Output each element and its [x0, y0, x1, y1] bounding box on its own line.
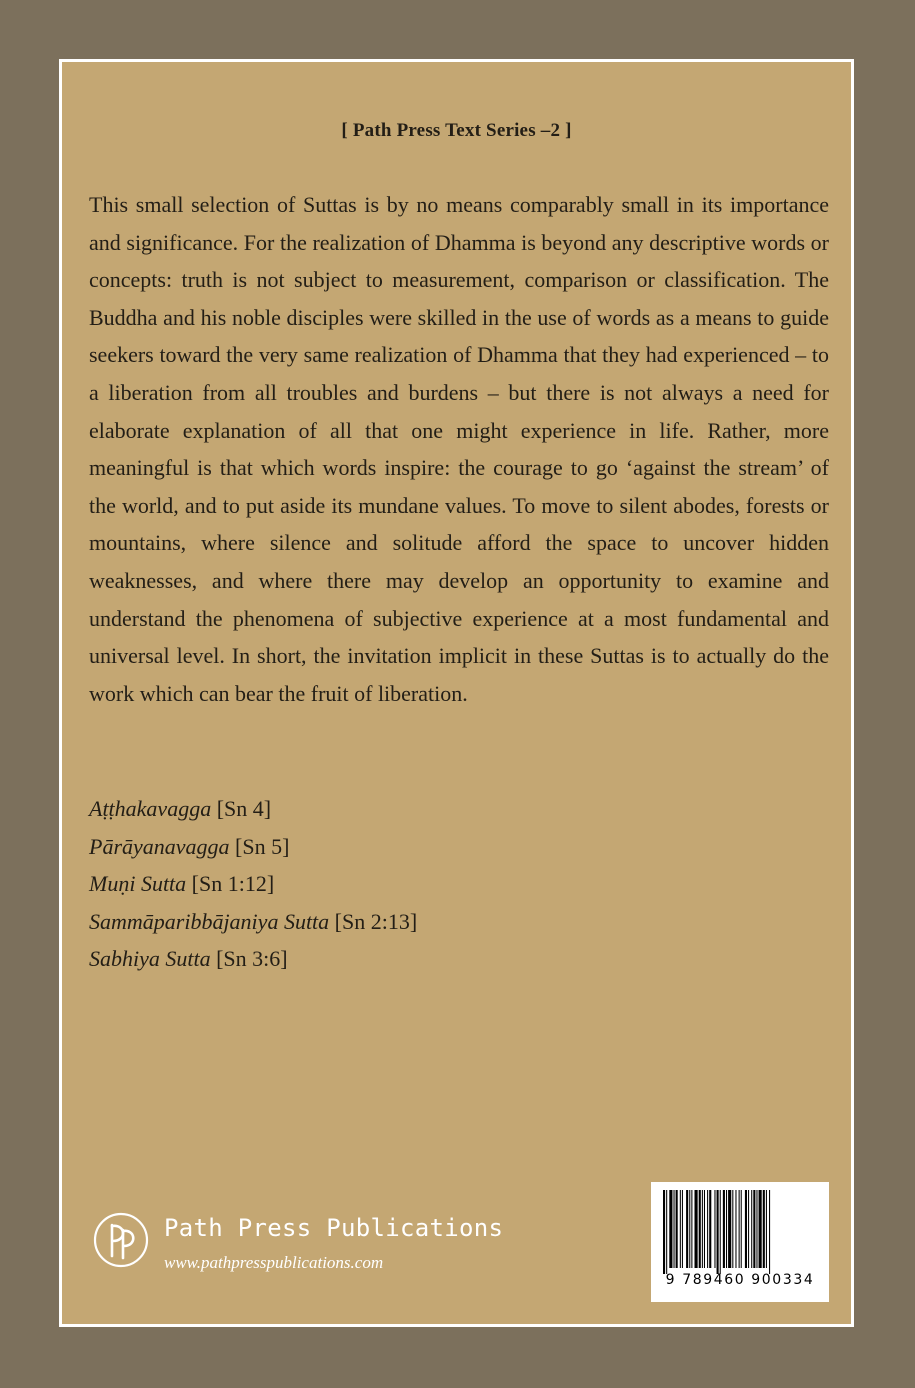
- barcode-bar: [702, 1190, 703, 1268]
- barcode-bar: [682, 1190, 683, 1268]
- back-cover-panel: [59, 59, 854, 1327]
- contents-list: [89, 790, 417, 978]
- barcode-bar: [751, 1190, 752, 1268]
- barcode-bar: [728, 1190, 731, 1268]
- contents-item-title: Muṇi Sutta: [89, 871, 187, 896]
- barcode-bar: [676, 1190, 678, 1268]
- barcode-bar: [680, 1190, 681, 1268]
- isbn-barcode: [651, 1182, 829, 1302]
- barcode-bar: [748, 1190, 749, 1268]
- contents-item-title: Aṭṭhakavagga: [89, 796, 212, 821]
- barcode-bar: [763, 1190, 765, 1268]
- contents-item: [89, 865, 417, 903]
- barcode-bar: [735, 1190, 736, 1268]
- barcode-bar: [689, 1190, 690, 1268]
- publisher-url: www.pathpresspublications.com: [164, 1253, 384, 1272]
- contents-item-title: Sammāparibbājaniya Sutta: [89, 908, 330, 934]
- barcode-bar: [695, 1190, 698, 1268]
- barcode-bars: [651, 1182, 829, 1274]
- contents-item-ref: [Sn 2:13]: [334, 908, 418, 934]
- barcode-bar: [759, 1190, 762, 1268]
- barcode-bar: [704, 1190, 705, 1268]
- barcode-bar: [756, 1190, 757, 1268]
- contents-item: [89, 940, 417, 978]
- barcode-bar: [769, 1190, 770, 1274]
- barcode-bar: [663, 1190, 665, 1274]
- barcode-bar: [707, 1190, 708, 1268]
- barcode-bar: [691, 1190, 692, 1268]
- barcode-bar: [714, 1190, 715, 1268]
- barcode-bar: [741, 1190, 742, 1268]
- contents-item: [89, 903, 417, 941]
- barcode-bar: [739, 1190, 740, 1268]
- series-title: [ Path Press Text Series –2 ]: [341, 120, 572, 141]
- barcode-bar: [666, 1190, 667, 1274]
- contents-item-title: Sabhiya Sutta: [89, 946, 211, 971]
- contents-item-ref: [Sn 1:12]: [191, 871, 275, 896]
- contents-item-ref: [Sn 3:6]: [216, 946, 288, 971]
- barcode-bar: [753, 1190, 755, 1268]
- barcode-bar: [717, 1190, 719, 1274]
- contents-item-ref: [Sn 4]: [216, 796, 272, 821]
- blurb-paragraph: This small selection of Suttas is by no means comparably small in its importance and significance. For the realization of Dhamma is beyond any descriptive words or concepts: truth is not subject to measurement, comparison or classification. The Buddha and his noble disciples were skilled in the use of words as a means to guide seekers toward the very same realization of Dhamma that they had experienced – to a liberation from all troubles and burdens – but there is not always a need for elaborate explanation of all that one might experience in life. Rather, more meaningful is that which words inspire: the courage to go ‘against the stream’ of the world, and to put aside its mundane values. To move to silent abodes, forests or mountains, where silence and solitude afford the space to uncover hidden weaknesses, and where there may develop an opportunity to examine and understand the phenomena of subjective experience at a most fundamental and universal level. In short, the invitation implicit in these Suttas is to actually do the work which can bear the fruit of liberation.: [89, 192, 829, 706]
- barcode-bar: [732, 1190, 733, 1268]
- barcode-bar: [699, 1190, 701, 1268]
- path-press-monogram-icon: [92, 1211, 150, 1269]
- barcode-bar: [745, 1190, 747, 1268]
- barcode-bar: [709, 1190, 711, 1268]
- barcode-digits: 9 789460 900334: [665, 1272, 815, 1288]
- barcode-bar: [766, 1190, 767, 1268]
- barcode-bar: [726, 1190, 727, 1268]
- publisher-block: [92, 1208, 552, 1288]
- barcode-bar: [720, 1190, 721, 1274]
- barcode-bar: [686, 1190, 688, 1268]
- contents-item-ref: [Sn 5]: [235, 833, 290, 859]
- barcode-bar: [669, 1190, 672, 1268]
- contents-item: [89, 790, 417, 828]
- contents-item: [89, 828, 417, 866]
- contents-item-title: Pārāyanavagga: [89, 833, 230, 859]
- barcode-bar: [674, 1190, 675, 1268]
- barcode-bar: [723, 1190, 725, 1268]
- publisher-name: Path Press Publications: [164, 1214, 504, 1242]
